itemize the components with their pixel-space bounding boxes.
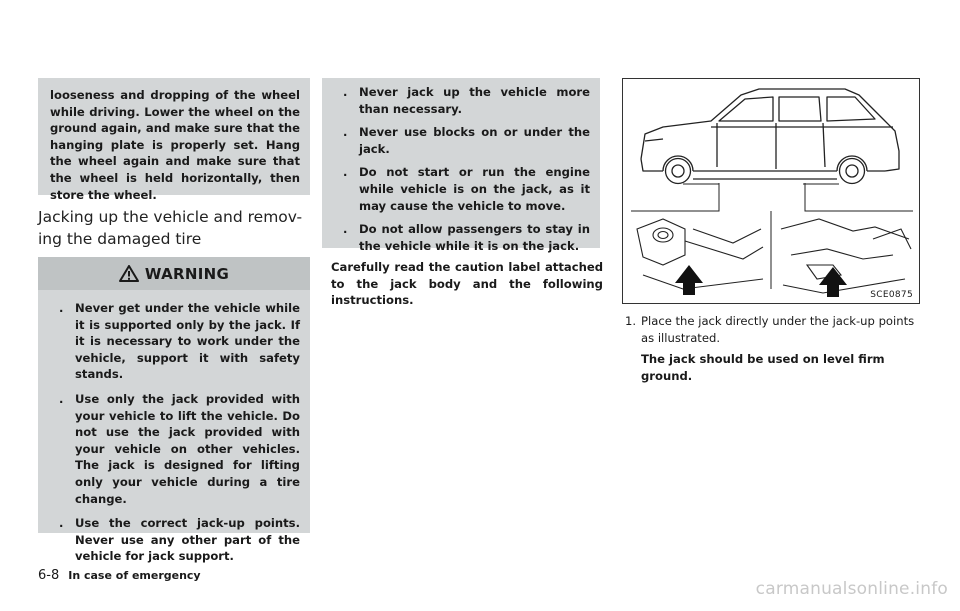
warning-triangle-icon	[119, 265, 139, 282]
watermark: carmanualsonline.info	[755, 579, 948, 599]
warning-item: . Do not start or run the engine while vehicle is on the jack, as it may cause the vehicle to move.	[343, 165, 590, 213]
warning-box	[38, 257, 310, 564]
warning-title: WARNING	[144, 264, 230, 283]
warning-continuation-box	[38, 78, 310, 202]
step-note: The jack should be used on level firm ground.	[641, 352, 885, 383]
warning-item: . Never use blocks on or under the jack.	[343, 125, 590, 156]
step-number: 1.	[625, 314, 637, 328]
warning-item: . Use only the jack provided with your vehicle to lift the vehicle. Do not use the jack provided with your vehicle on other vehicles. The jack is designed for lifting only your vehicle during a tire change.	[59, 391, 300, 506]
warning-item: . Never get under the vehicle while it is supported only by the jack. If it is necessary to work under the vehicle, support it with safety stands.	[59, 301, 300, 382]
warning-list-continued	[330, 84, 590, 254]
caution-text: Carefully read the caution label attached to the jack body and the following instructions.	[331, 260, 603, 308]
section-heading-line1: Jacking up the vehicle and remov-	[38, 208, 303, 226]
section-name: In case of emergency	[68, 569, 201, 582]
section-heading	[38, 207, 318, 250]
vehicle-jack-illustration	[623, 79, 919, 303]
warning-continuation-text: looseness and dropping of the wheel while driving. Lower the wheel on the ground again, and make sure that the hanging plate is properly set. Hang the wheel again and make sure that the wheel is held horizontally, then store the wheel.	[50, 88, 300, 202]
warning-item: . Use the correct jack-up points. Never use any other part of the vehicle for jack support.	[59, 516, 300, 564]
step-text: Place the jack directly under the jack-up points as illustrated.	[641, 314, 915, 345]
figure-label: SCE0875	[870, 290, 913, 300]
warning-box-continued	[322, 78, 600, 253]
warning-header	[38, 257, 310, 290]
step-1	[622, 313, 920, 384]
warning-item: . Never jack up the vehicle more than necessary.	[343, 85, 590, 116]
warning-list	[46, 290, 300, 565]
page-footer	[38, 568, 201, 583]
jack-point-figure	[622, 78, 920, 304]
page-number: 6-8	[38, 568, 60, 583]
warning-item: . Do not allow passengers to stay in the vehicle while it is on the jack.	[343, 222, 590, 253]
section-heading-line2: ing the damaged tire	[38, 229, 202, 248]
